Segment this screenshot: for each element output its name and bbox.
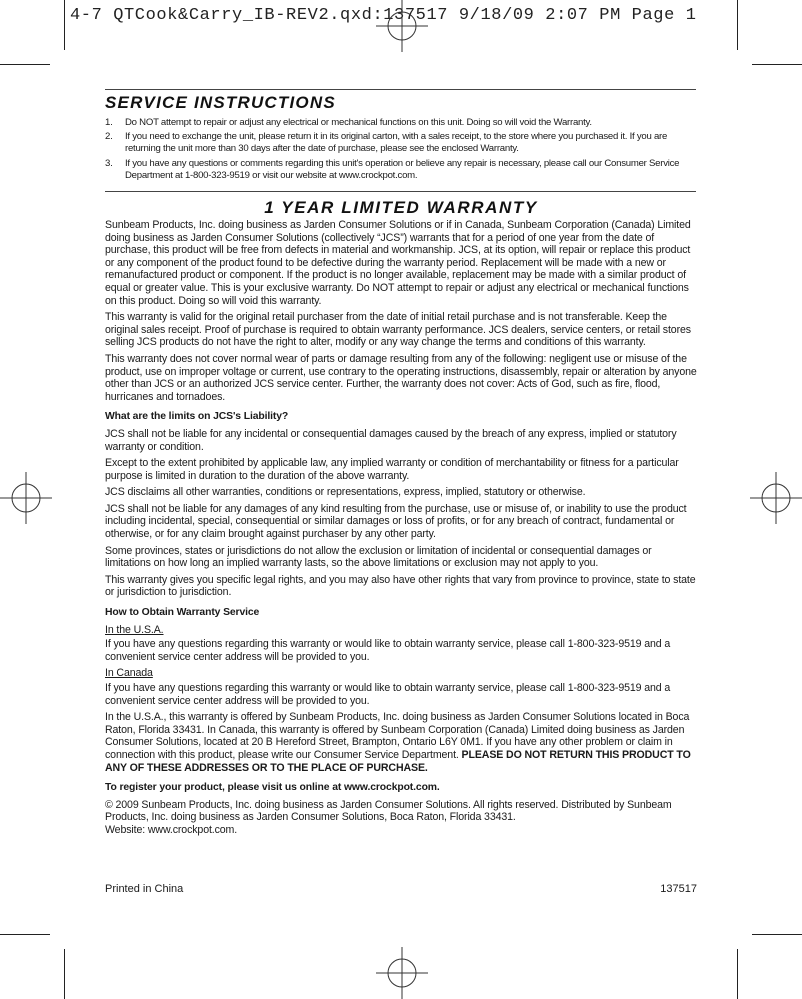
copyright-notice: © 2009 Sunbeam Products, Inc. doing business as Jarden Consumer Solutions. All rights reserved. Distributed by Sunbeam Products, Inc. doing business as Jarden Consumer Solutions, Boca Raton, Florida 33431. Website: www.crockpot.com.	[105, 798, 672, 836]
liability-paragraph: JCS disclaims all other warranties, conditions or representations, express, implied, statutory or otherwise.	[105, 486, 586, 499]
register-notice: To register your product, please visit us online at www.crockpot.com.	[105, 782, 440, 794]
canada-text: If you have any questions regarding this warranty or would like to obtain warranty service, please call 1-800-323-9519 and a convenient service center address will be provided to you.	[105, 682, 671, 707]
liability-paragraph: Except to the extent prohibited by applicable law, any implied warranty or condition of merchantability or fitness for a particular purpose is limited in duration to the duration of the above warranty.	[105, 457, 679, 482]
liability-heading: What are the limits on JCS's Liability?	[105, 411, 289, 423]
liability-paragraph: JCS shall not be liable for any incidental or consequential damages caused by the breach of any express, implied or statutory warranty or condition.	[105, 427, 677, 453]
crop-mark-top-left-v	[64, 0, 65, 50]
do-not-return-notice: PLEASE DO NOT RETURN THIS PRODUCT TO ANY OF THESE ADDRESSES OR TO THE PLACE OF PURCHASE.	[105, 748, 691, 774]
crop-mark-bottom-left-v	[64, 949, 65, 999]
liability-paragraph: JCS shall not be liable for any damages of any kind resulting from the purchase, use or misuse of, or inability to use the product including incidental, special, consequential or similar damages or loss of profits, or for any breach of contract, fundamental or otherwise, or for any claim brought against purchaser by any other party.	[105, 502, 687, 541]
usa-label: In the U.S.A.	[105, 623, 164, 636]
crop-mark-top-right-h	[752, 64, 802, 65]
service-item: 3. If you have any questions or comments regarding this unit's operation or believe any repair is necessary, please call our Consumer Service Department at 1-800-323-9519 or visit our website at www.crockpot.com.	[105, 157, 680, 181]
registration-target-bottom	[376, 947, 428, 999]
crop-mark-top-left-h	[0, 64, 50, 65]
usa-text: If you have any questions regarding this warranty or would like to obtain warranty service, please call 1-800-323-9519 and a convenient service center address will be provided to you.	[105, 638, 671, 663]
registration-target-left	[0, 472, 52, 524]
crop-mark-bottom-left-h	[0, 934, 50, 935]
liability-paragraph: Some provinces, states or jurisdictions do not allow the exclusion or limitation of incidental or consequential damages or limitations on how long an implied warranty lasts, so the above limitations or exclusion may not apply to you.	[105, 544, 652, 570]
service-instructions-title: SERVICE INSTRUCTIONS	[105, 93, 336, 112]
service-item: 1. Do NOT attempt to repair or adjust any electrical or mechanical functions on this unit. Doing so will void the Warranty.	[105, 117, 592, 128]
warranty-title: 1 YEAR LIMITED WARRANTY	[264, 198, 538, 218]
document-code: 137517	[660, 883, 697, 895]
crop-mark-bottom-right-v	[737, 949, 738, 999]
service-item: 2. If you need to exchange the unit, please return it in its original carton, with a sales receipt, to the store where you purchased it. If you are returning the unit more than 30 days after the date of purchase, please see the enclosed Warranty.	[105, 131, 668, 155]
crop-mark-bottom-right-h	[752, 934, 802, 935]
offer-paragraph: In the U.S.A., this warranty is offered by Sunbeam Products, Inc. doing business as Jarden Consumer Solutions located in Boca Raton, Florida 33431. In Canada, this warranty is offered by Sunbeam Corporation (Canada) Limited doing business as Jarden Consumer Solutions, located at 20 B Hereford Street, Brampton, Ontario L6Y 0M1. If you have any other problem or claim in connection with this product, please write our Consumer Service Department. PLEASE DO NOT RETURN THIS PRODUCT TO ANY OF THESE ADDRESSES OR TO THE PLACE OF PURCHASE.	[105, 711, 691, 774]
registration-target-right	[750, 472, 802, 524]
print-slug-line: 4-7 QTCook&Carry_IB-REV2.qxd:137517 9/18/09 2:07 PM Page 1	[70, 6, 697, 25]
liability-paragraph: This warranty gives you specific legal rights, and you may also have other rights that vary from province to province, state to state or jurisdiction to jurisdiction.	[105, 573, 696, 599]
canada-label: In Canada	[105, 667, 153, 680]
warranty-paragraph: Sunbeam Products, Inc. doing business as Jarden Consumer Solutions or if in Canada, Sunbeam Corporation (Canada) Limited doing business as Jarden Consumer Solutions (collectively “JCS”) warrants that for a period of one year from the date of purchase, this product will be free from defects in material and workmanship. JCS, at its option, will repair or replace this product or any component of the product found to be defective during the warranty period. Replacement will be made with a new or remanufactured product or component. If the product is no longer available, replacement may be made with a similar product of equal or greater value. This is your exclusive warranty. Do NOT attempt to repair or adjust any electrical or mechanical functions on this product. Doing so will void this warranty.	[105, 219, 691, 307]
printed-in-label: Printed in China	[105, 883, 184, 895]
page-footer	[105, 883, 697, 895]
crop-mark-top-right-v	[737, 0, 738, 50]
service-instructions-list	[105, 117, 697, 182]
website-line: Website: www.crockpot.com.	[105, 823, 238, 836]
warranty-service-heading: How to Obtain Warranty Service	[105, 607, 260, 619]
warranty-paragraph: This warranty is valid for the original retail purchaser from the date of initial retail purchase and is not transferable. Keep the original sales receipt. Proof of purchase is required to obtain warranty performance. JCS dealers, service centers, or retail stores selling JCS products do not have the right to alter, modify or any way change the terms and conditions of this warranty.	[105, 311, 691, 349]
warranty-paragraph: This warranty does not cover normal wear of parts or damage resulting from any of the following: negligent use or misuse of the product, use on improper voltage or current, use contrary to the operating instructions, disassembly, repair or alteration by anyone other than JCS or an authorized JCS service center. Further, the warranty does not cover: Acts of God, such as fire, flood, hurricanes and tornadoes.	[105, 352, 697, 403]
document-body	[105, 93, 697, 837]
top-rule	[105, 89, 696, 90]
registration-target-top	[376, 0, 428, 52]
